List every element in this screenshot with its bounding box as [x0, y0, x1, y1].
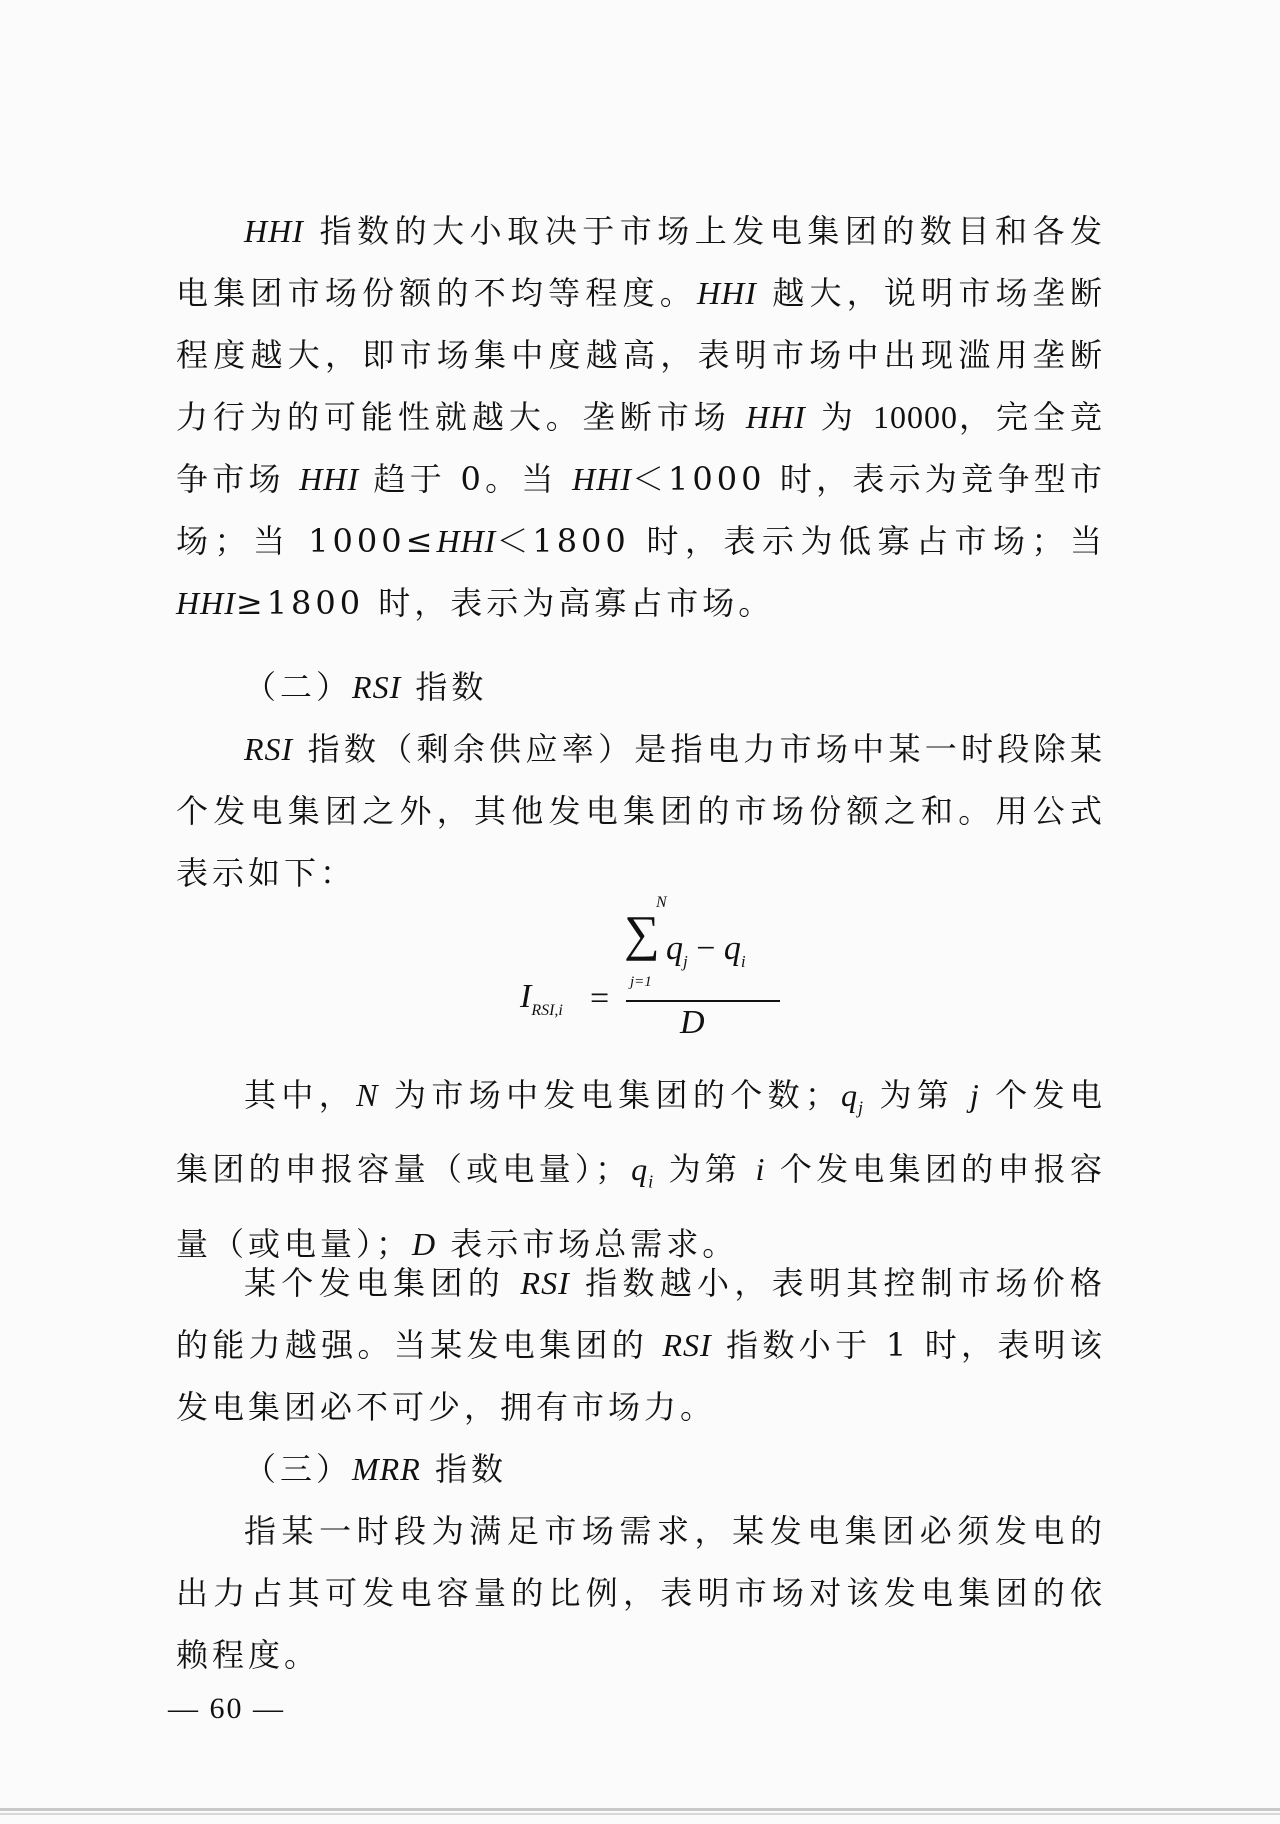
- text: 为市场中发电集团的个数；: [378, 1076, 841, 1114]
- scan-edge-line: [0, 1813, 1280, 1815]
- text: 趋于 0。当: [359, 460, 573, 498]
- var-d: D: [412, 1225, 437, 1262]
- var-i: i: [755, 1151, 766, 1188]
- section-heading-mrr: [244, 1438, 507, 1500]
- heading-prefix: （二）: [244, 668, 353, 706]
- sigma-symbol: ∑: [624, 905, 660, 961]
- text: 为: [805, 398, 874, 436]
- lhs-subscript: RSI,i: [531, 1001, 563, 1019]
- rsi-term: RSI: [662, 1327, 712, 1363]
- sum-lower-limit: j=1: [630, 974, 652, 990]
- page-number: — 60 —: [168, 1692, 285, 1725]
- hhi-term: HHI: [244, 213, 304, 249]
- heading-prefix: （三）: [244, 1450, 353, 1488]
- q-sub-i: i: [740, 951, 746, 971]
- text: 为第: [864, 1076, 970, 1114]
- text: ≥1800 时，表示为高寡占市场。: [235, 584, 775, 622]
- paragraph-mrr-definition: [176, 1500, 1106, 1686]
- number: 10000: [873, 399, 959, 435]
- equals-sign: =: [590, 980, 610, 1017]
- text: 指数小于 1 时，表明该发电集团必不可少，拥有市场力。: [176, 1326, 1106, 1426]
- text: 指数越小，表明其控制市场价格的能力越强。当某发电集团的: [176, 1264, 1106, 1364]
- minus-sign: −: [687, 930, 724, 967]
- hhi-term: HHI: [176, 585, 236, 621]
- paragraph-rsi-meaning: [176, 1252, 1106, 1438]
- text: 指数的大小取决于市场上发电集团的数目和各发电集团市场份额的不均等程度。: [176, 212, 1106, 312]
- var-q: q: [631, 1151, 649, 1188]
- section-heading-rsi: [244, 656, 487, 718]
- text: 指数（剩余供应率）是指电力市场中某一时段除某个发电集团之外，其他发电集团的市场份额之和。用公式表示如下：: [176, 730, 1106, 892]
- var-q: q: [840, 1077, 858, 1113]
- hhi-term: HHI: [436, 523, 497, 559]
- hhi-term: HHI: [572, 461, 632, 497]
- var-j: j: [969, 1077, 980, 1113]
- text: ＜1000 时，表示为竞争型市场；当 1000≤: [176, 460, 1106, 560]
- var-q-sub: i: [648, 1171, 655, 1192]
- text: 越大，说明市场垄断程度越大，即市场集中度越高，表明市场中出现滥用垄断力行为的可能性就越大。垄断市场: [176, 274, 1106, 436]
- text: 其中，: [244, 1076, 357, 1114]
- q-var: q: [666, 930, 683, 967]
- text: ，完全竞争市场: [176, 398, 1106, 498]
- formula-denominator: D: [680, 1004, 705, 1041]
- text: 为第: [654, 1150, 756, 1189]
- text: 个发电集团的申报容量（或电量）；: [176, 1150, 1106, 1263]
- heading-abbr: RSI: [352, 669, 402, 705]
- text: 指某一时段为满足市场需求，某发电集团必须发电的出力占其可发电容量的比例，表明市场对该发电集团的依赖程度。: [176, 1512, 1106, 1674]
- scan-edge-line: [0, 1808, 1280, 1811]
- hhi-term: HHI: [745, 399, 806, 435]
- fraction-bar: [626, 1000, 780, 1002]
- rsi-formula: [520, 894, 780, 1044]
- heading-suffix: 指数: [420, 1450, 507, 1488]
- paragraph-rsi-definition: [176, 718, 1106, 904]
- i-var: I: [520, 978, 532, 1015]
- var-n: N: [356, 1077, 379, 1113]
- text: 某个发电集团的: [244, 1264, 521, 1302]
- rsi-term: RSI: [520, 1265, 570, 1301]
- sum-upper-limit: N: [656, 894, 667, 911]
- hhi-term: HHI: [299, 461, 360, 497]
- text: 表示市场总需求。: [436, 1224, 739, 1263]
- q-var: q: [723, 930, 741, 967]
- rsi-term: RSI: [244, 731, 294, 767]
- var-q-sub: j: [857, 1097, 864, 1118]
- text: 个发电集团的申报容量（或电量）；: [176, 1076, 1106, 1189]
- heading-suffix: 指数: [401, 668, 488, 706]
- paragraph-variable-definitions: [176, 1064, 1106, 1275]
- formula-lhs: [520, 978, 563, 1020]
- heading-abbr: MRR: [352, 1451, 421, 1487]
- hhi-term: HHI: [697, 275, 757, 311]
- paragraph-hhi: [176, 200, 1106, 634]
- text: ＜1800 时，表示为低寡占市场；当: [496, 522, 1106, 560]
- formula-numerator: [666, 930, 746, 972]
- q-sub-j: j: [683, 951, 688, 971]
